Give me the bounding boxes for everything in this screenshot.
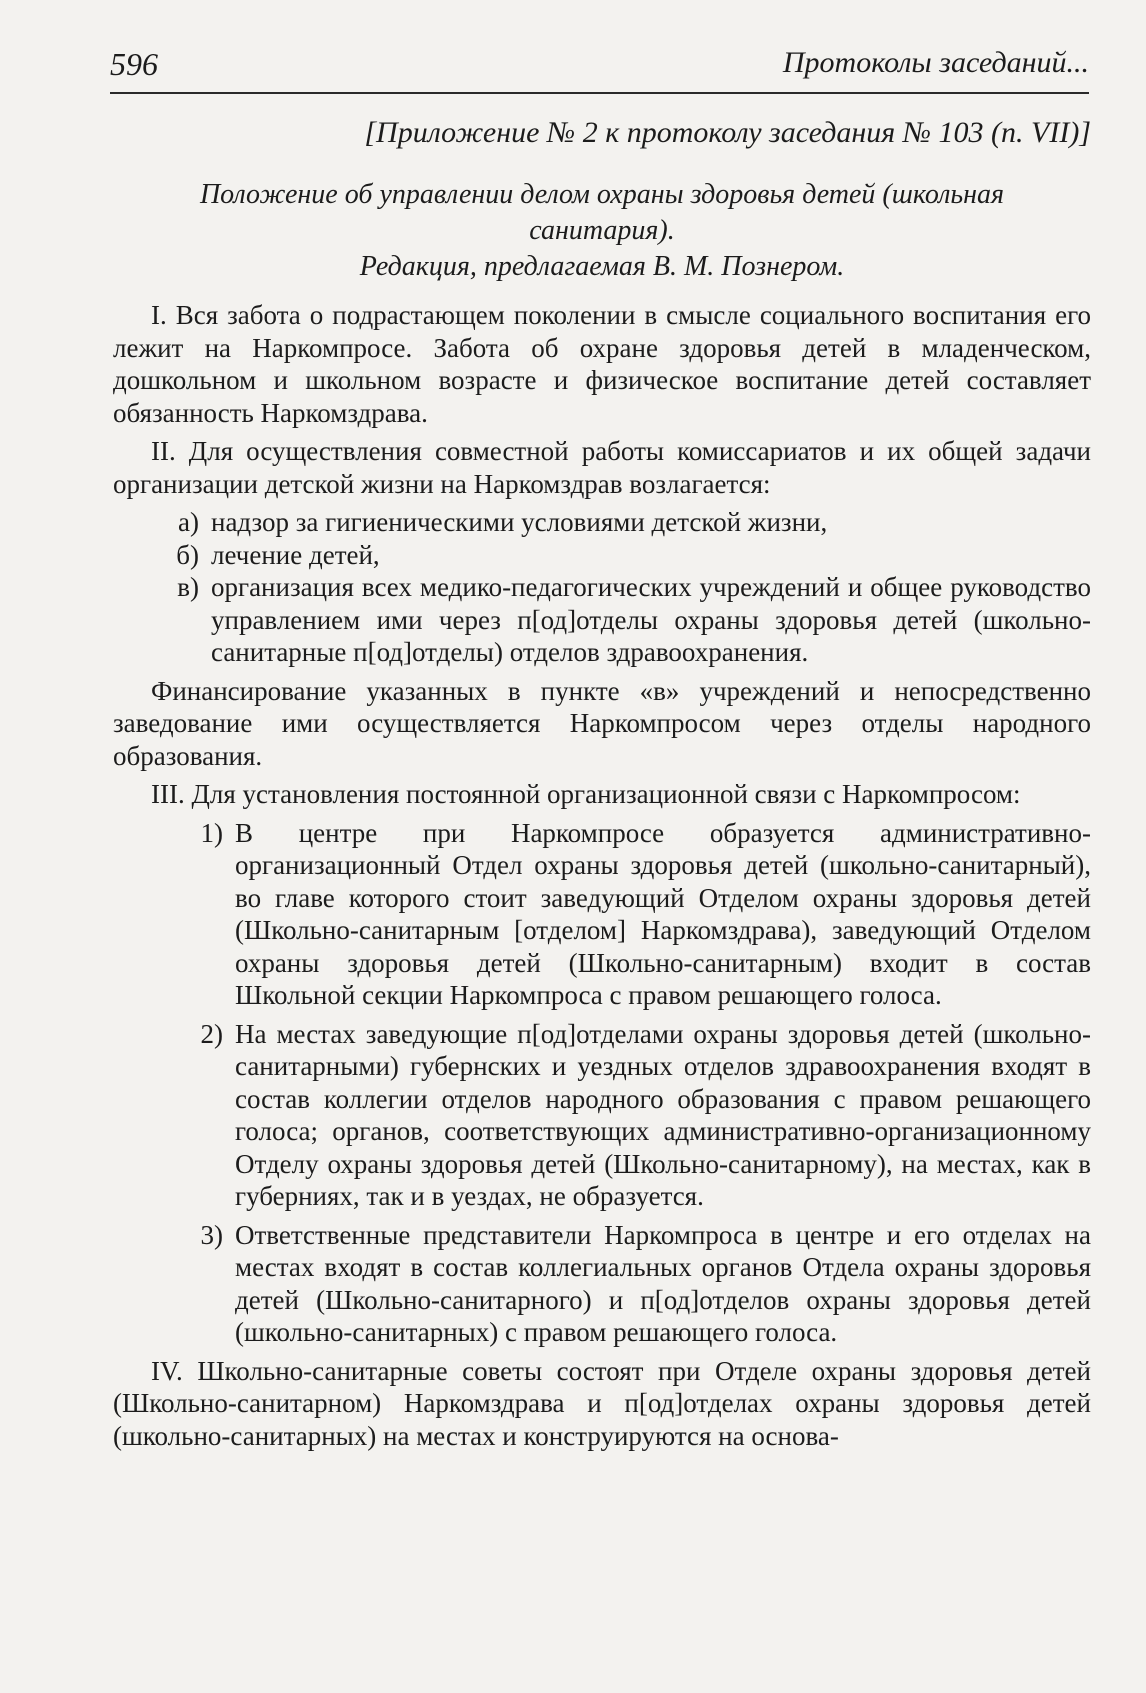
- list-item-marker: 3): [200, 1219, 223, 1250]
- document-title: [113, 177, 1091, 285]
- list-item-text: На местах заведующие п[од]отделами охраны здоровья детей (школьно-санитарными) губернских и уездных отделов здравоохранения входят в состав коллегии отделов народного образования с правом решающего голоса; органов, соответствующих административно-организационному Отделу охраны здоровья детей (Школьно-санитарному), на местах, как в губерниях, так и в уездах, не образуется.: [235, 1018, 1091, 1211]
- list-item-marker: 1): [200, 817, 223, 848]
- list-item-text: лечение детей,: [211, 539, 380, 570]
- running-head: Протоколы заседаний...: [782, 46, 1089, 79]
- list-item-text: организация всех медико-педагогических учреждений и общее руководство управлением ими через п[од]отделы охраны здоровья детей (школьно-санитарные п[од]отделы) отделов здравоохранения.: [211, 572, 1091, 667]
- list-item: [113, 1018, 1091, 1213]
- financing-paragraph: Финансирование указанных в пункте «в» учреждений и непосредственно заведование ими осуществляется Наркомпросом через отделы народного образования.: [113, 675, 1091, 771]
- list-item-text: Ответственные представители Наркомпроса в центре и его отделах на местах входят в состав коллегиальных органов Отдела охраны здоровья детей (Школьно-санитарного) и п[од]отделов охраны здоровья детей (школьно-санитарных) с правом решающего голоса.: [235, 1219, 1091, 1347]
- section-3-intro: III. Для установления постоянной организационной связи с Наркомпросом:: [151, 779, 1021, 809]
- list-item-marker: б): [176, 539, 199, 570]
- page-number: 596: [110, 46, 158, 82]
- page-content: [113, 115, 1091, 1458]
- list-item-marker: 2): [200, 1018, 223, 1049]
- list-item: [113, 539, 1091, 572]
- list-item-marker: в): [177, 572, 199, 602]
- page-header: [110, 40, 1089, 94]
- list-item: [113, 817, 1091, 1012]
- section-3-list: [113, 817, 1091, 1349]
- list-item: [113, 571, 1091, 669]
- list-item-marker: а): [178, 507, 199, 537]
- appendix-title: [Приложение № 2 к протоколу заседания № 103 (п. VII)]: [364, 116, 1091, 149]
- document-title-line-2: санитария).: [529, 215, 675, 246]
- section-4-paragraph: IV. Школьно-санитарные советы состоят при Отделе охраны здоровья детей (Школьно-санитарном) Наркомздрава и п[од]отделах охраны здоровья детей (школьно-санитарных) на местах и конструируются на основа-: [113, 1355, 1091, 1451]
- document-title-line-3: Редакция, предлагаемая В. М. Познером.: [359, 251, 845, 282]
- section-2-list: [113, 506, 1091, 669]
- list-item: [113, 1219, 1091, 1349]
- section-1-paragraph: I. Вся забота о подрастающем поколении в смысле социального воспитания его лежит на Наркомпросе. Забота об охране здоровья детей в младенческом, дошкольном и школьном возрасте и физическое воспитание детей составляет обязанность Наркомздрава.: [113, 300, 1091, 428]
- list-item-text: надзор за гигиеническими условиями детской жизни,: [211, 507, 828, 537]
- list-item-text: В центре при Наркомпросе образуется административно-организационный Отдел охраны здоровья детей (школьно-санитарный), во главе которого стоит заведующий Отделом охраны здоровья детей (Школьно-санитарным [отделом] Наркомздрава), заведующий Отделом охраны здоровья детей (Школьно-санитарным) входит в состав Школьной секции Наркомпроса с правом решающего голоса.: [235, 817, 1091, 1010]
- section-2-intro: II. Для осуществления совместной работы комиссариатов и их общей задачи организации детской жизни на Наркомздрав возлагается:: [113, 436, 1091, 499]
- document-title-line-1: Положение об управлении делом охраны здоровья детей (школьная: [199, 179, 1005, 210]
- list-item: [113, 506, 1091, 539]
